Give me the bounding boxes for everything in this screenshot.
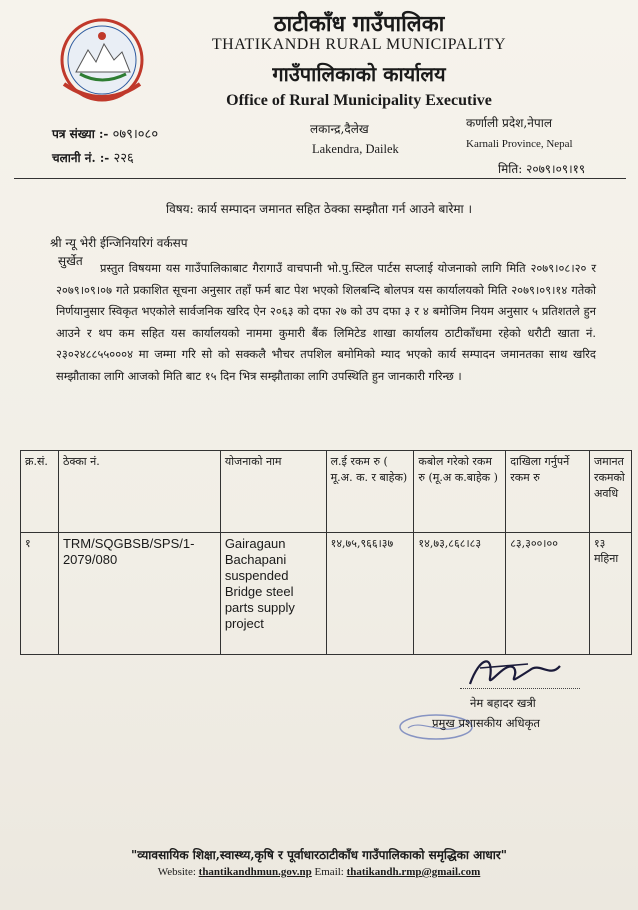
table-cell-project-name: Gairagaun Bachapani suspended Bridge steel parts supply project [220,533,326,655]
email-label: Email: [314,866,344,878]
addressee-name: श्री न्यू भेरी ईन्जिनियरिगं वर्कसप [50,236,188,250]
table-cell-deposit: ८३,३००।०० [506,533,590,655]
place-np: लकान्द्र,दैलेख [310,122,369,136]
table-header: कबोल गरेको रकम रु (मू.अ क.बाहेक ) [414,451,506,533]
table-cell-estimate: १४,७५,९६६।३७ [326,533,414,655]
chalani-label: चलानी नं. :- [52,151,110,165]
footer-slogan: "व्यावसायिक शिक्षा,स्वास्थ्य,कृषि र पूर्वाधारठाटीकाँध गाउँपालिकाको समृद्धिका आधार" [130,848,508,862]
table-cell-sn: १ [21,533,59,655]
patra-value: ०७९।०८० [112,127,159,142]
signatory-name: नेम बहादर खत्री [470,696,536,710]
website-label: Website: [157,866,196,878]
chalani-number [52,148,134,166]
website-link[interactable]: thantikandhmun.gov.np [198,866,312,878]
contract-table [20,450,632,655]
chalani-value: २२६ [113,151,134,166]
table-cell-duration: १३ महिना [589,533,631,655]
signature-line [460,688,580,689]
table-header-row [21,451,632,533]
table-header: क्र.सं. [21,451,59,533]
province-np: कर्णाली प्रदेश,नेपाल [466,116,552,130]
table-header: जमानत रकमको अवधि [589,451,631,533]
letter-date: मिति: २०७९।०९।१९ [498,162,586,176]
patra-sankhya [52,124,158,142]
table-header: योजनाको नाम [220,451,326,533]
signatory-title: प्रमुख प्रशासकीय अधिकृत [432,716,540,730]
municipality-name-np: ठाटीकाँध गाउँपालिका [273,11,445,37]
letter-body-text: प्रस्तुत विषयमा यस गाउँपालिकाबाट गैरागाउँ वाचपानी भो.पु.स्टिल पार्टस सप्लाई योजनाको लागि मिति २०७९।०८।२० र २०७९।०९।०७ गते प्रकाशित सूचना अनुसार तहाँ फर्म बाट पेश भएको शिलबन्दि बोलपत्र यस कार्यालयको मिति २०७९।०९।१४ गतेको निर्णयानुसार स्विकृत भएकोले सार्वजनिक खरिद ऐन २०६३ को दफा २७ को उप दफा ३ र ४ बमोजिम नियम अनुसार ५ प्रतिशतले हुन आउने र थप कम सहित यस कार्यालयको नाममा कुमारी बैंक लिमिटेड शाखा कार्यालय ठाटीकाँधमा रहेको धरौटी खाता नं. २३०२४८८५५०००४ मा जम्मा गरि सो को सक्कलै भौचर तपशिल बमोमिको म्याद भएको कार्य सम्पादन जमानतका साथ खरिद सम्झौताका लागि आजको मिति बाट १५ दिन भित्र सम्झौताका लागि उपस्थिति हुन जानकारी गरिन्छ । [56,261,596,383]
letter-body [56,258,596,387]
province-en: Karnali Province, Nepal [466,138,573,150]
office-name-np: गाउँपालिकाको कार्यालय [272,62,446,86]
letter-subject: विषय: कार्य सम्पादन जमानत सहित ठेक्का सम्झौता गर्न आउने बारेमा । [165,202,473,216]
table-header: ल.ई रकम रु ( मू.अ. क. र बाहेक) [326,451,414,533]
table-row [21,533,632,655]
office-name-en: Office of Rural Municipality Executive [226,92,492,109]
header-divider [14,178,626,179]
table-cell-contract-no: TRM/SQGBSB/SPS/1-2079/080 [58,533,220,655]
table-header: ठेक्का नं. [58,451,220,533]
table-cell-bid-amount: १४,७३,८६८।८३ [414,533,506,655]
addressee-location: सुर्खेत [58,254,83,268]
patra-label: पत्र संख्या :- [52,127,109,141]
table-header: दाखिला गर्नुपर्ने रकम रु [506,451,590,533]
municipality-name-en: THATIKANDH RURAL MUNICIPALITY [211,36,507,53]
place-en: Lakendra, Dailek [312,142,399,156]
footer-contact [0,866,638,878]
email-link[interactable]: thatikandh.rmp@gmail.com [346,866,481,878]
